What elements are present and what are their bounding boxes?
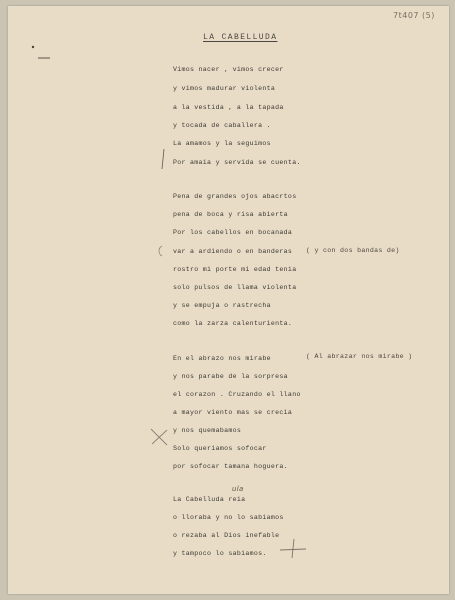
poem-line: pena de boca y risa abierta: [173, 211, 288, 218]
handwritten-note: ula: [232, 485, 244, 493]
pencil-cross-mark: [278, 536, 308, 560]
poem-line: y vimos madurar violenta: [173, 85, 276, 92]
poem-line: a mayor viento mas se crecia: [173, 409, 293, 416]
poem-line: o lloraba y no lo sabiamos: [173, 514, 284, 521]
handwritten-reference-number: 7t407 (5): [393, 11, 435, 20]
pencil-circle-mark: [156, 244, 166, 258]
poem-line: a la vestida , a la tapada: [173, 104, 284, 111]
poem-line: Vimos nacer , vimos crecer: [173, 66, 284, 73]
poem-line: solo pulsos de llama violenta: [173, 284, 297, 291]
margin-note: ( y con dos bandas de): [306, 247, 400, 254]
margin-marks: [28, 44, 58, 69]
poem-line: como la zarza calenturienta.: [173, 320, 293, 327]
poem-line: y nos parabe de la sorpresa: [173, 373, 288, 380]
pencil-x-mark: [148, 426, 170, 448]
pencil-check-mark: [158, 147, 170, 171]
typewritten-page: [8, 6, 449, 594]
poem-line: La amamos y la seguimos: [173, 140, 271, 147]
margin-note: ( Al abrazar nos mirabe ): [306, 353, 413, 360]
poem-line: y tocada de caballera .: [173, 122, 271, 129]
poem-line: y nos quemabamos: [173, 427, 242, 434]
poem-line: Solo queriamos sofocar: [173, 445, 267, 452]
poem-line: rostro mi porte mi edad tenia: [173, 266, 297, 273]
poem-line: Por amaia y servida se cuenta.: [173, 159, 301, 166]
poem-line: La Cabelluda reia: [173, 496, 246, 503]
poem-line: y tampoco lo sabiamos.: [173, 550, 267, 557]
poem-title: LA CABELLUDA: [203, 33, 278, 42]
poem-line: Pena de grandes ojos abacrtos: [173, 193, 297, 200]
poem-line: y se empuja o rastrecha: [173, 302, 271, 309]
poem-line: el corazon . Cruzando el llano: [173, 391, 301, 398]
poem-line: por sofocar tamana hoguera.: [173, 463, 288, 470]
poem-line: var a ardiendo o en banderas: [173, 248, 293, 255]
poem-line: o rezaba al Dios inefable: [173, 532, 280, 539]
poem-line: Por los cabellos en bocanada: [173, 229, 293, 236]
poem-line: En el abrazo nos mirabe: [173, 355, 271, 362]
